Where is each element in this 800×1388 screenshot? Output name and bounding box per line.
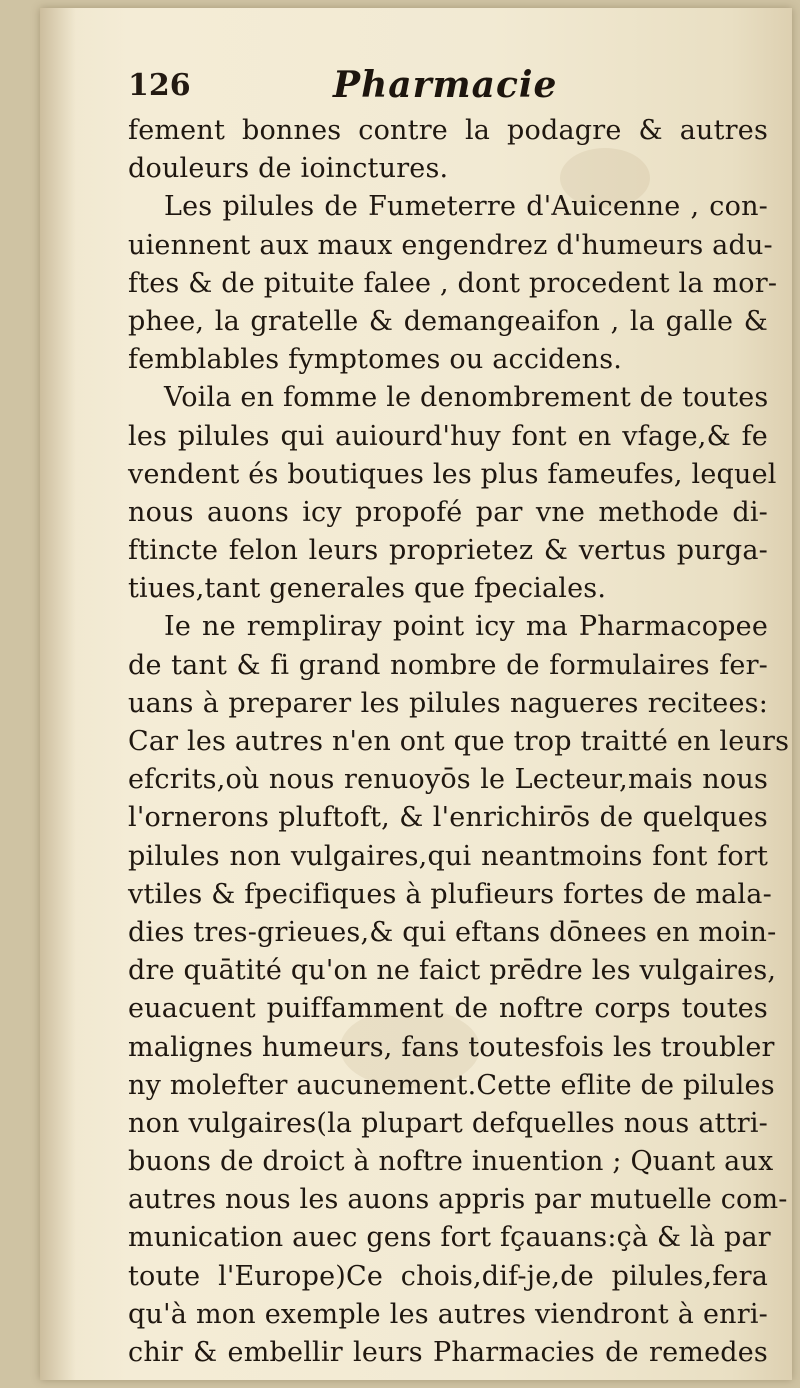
- text-line: douleurs de ioinctures.: [128, 153, 449, 185]
- text-line: uans à preparer les pilules nagueres recitees:: [128, 687, 768, 719]
- text-line: malignes humeurs, fans toutesfois les troubler: [128, 1031, 775, 1063]
- text-line: efcrits,où nous renuoyōs le Lecteur,mais nous: [128, 764, 768, 796]
- text-line: vendent és boutiques les plus fameufes, lequel: [128, 458, 777, 490]
- text-line: dies tres-grieues,& qui eftans dōnees en moin-: [128, 916, 777, 948]
- text-line: chir & embellir leurs Pharmacies de remedes: [128, 1337, 768, 1368]
- text-line: Car les autres n'en ont que trop traitté en leurs: [128, 726, 790, 757]
- text-line: buons de droict à noftre inuention ; Quant aux: [128, 1146, 774, 1178]
- text-line: autres nous les auons appris par mutuelle com-: [128, 1184, 788, 1216]
- text-line: uiennent aux maux engendrez d'humeurs adu-: [128, 229, 773, 261]
- text-line: l'ornerons pluftoft, & l'enrichirōs de quelques: [128, 802, 768, 834]
- text-line: phee, la gratelle & demangeaifon , la galle &: [128, 305, 768, 337]
- text-line: euacuent puiffamment de noftre corps toutes: [128, 993, 768, 1025]
- text-line: ftincte felon leurs proprietez & vertus purga-: [128, 535, 768, 567]
- body-text: [128, 112, 790, 1372]
- text-line: Les pilules de Fumeterre d'Auicenne , con-: [164, 191, 768, 223]
- page-gutter-shadow: [40, 8, 76, 1380]
- text-line: ny molefter aucunement.Cette eflite de pilules: [128, 1069, 775, 1101]
- text-line: dre quātité qu'on ne faict prēdre les vulgaires,: [128, 955, 777, 987]
- page-header: [128, 60, 608, 120]
- text-line: qu'à mon exemple les autres viendront à enri-: [128, 1298, 768, 1330]
- text-line: nous auons icy propofé par vne methode di-: [128, 496, 768, 528]
- text-line: de tant & fi grand nombre de formulaires fer-: [128, 649, 768, 681]
- text-line: tiues,tant generales que fpeciales.: [128, 573, 607, 605]
- text-line: Voila en fomme le denombrement de toutes: [164, 382, 769, 414]
- text-line: les pilules qui auiourd'huy font en vfage,& fe: [128, 420, 768, 452]
- text-line: toute l'Europe)Ce chois,dif-je,de pilules,fera: [128, 1260, 768, 1292]
- text-line: ftes & de pituite falee , dont procedent la mor-: [128, 267, 778, 299]
- text-line: femblables fymptomes ou accidens.: [128, 344, 623, 376]
- text-line: munication auec gens fort fçauans:çà & là par: [128, 1222, 771, 1254]
- page-number: 126: [128, 68, 191, 103]
- text-line: Ie ne rempliray point icy ma Pharmacopee: [164, 611, 768, 643]
- text-line: pilules non vulgaires,qui neantmoins font fort: [128, 840, 768, 872]
- text-line: fement bonnes contre la podagre & autres: [128, 115, 768, 146]
- text-line: non vulgaires(la plupart defquelles nous attri-: [128, 1107, 768, 1139]
- running-title: Pharmacie: [333, 64, 558, 106]
- text-line: vtiles & fpecifiques à plufieurs fortes de mala-: [128, 878, 772, 910]
